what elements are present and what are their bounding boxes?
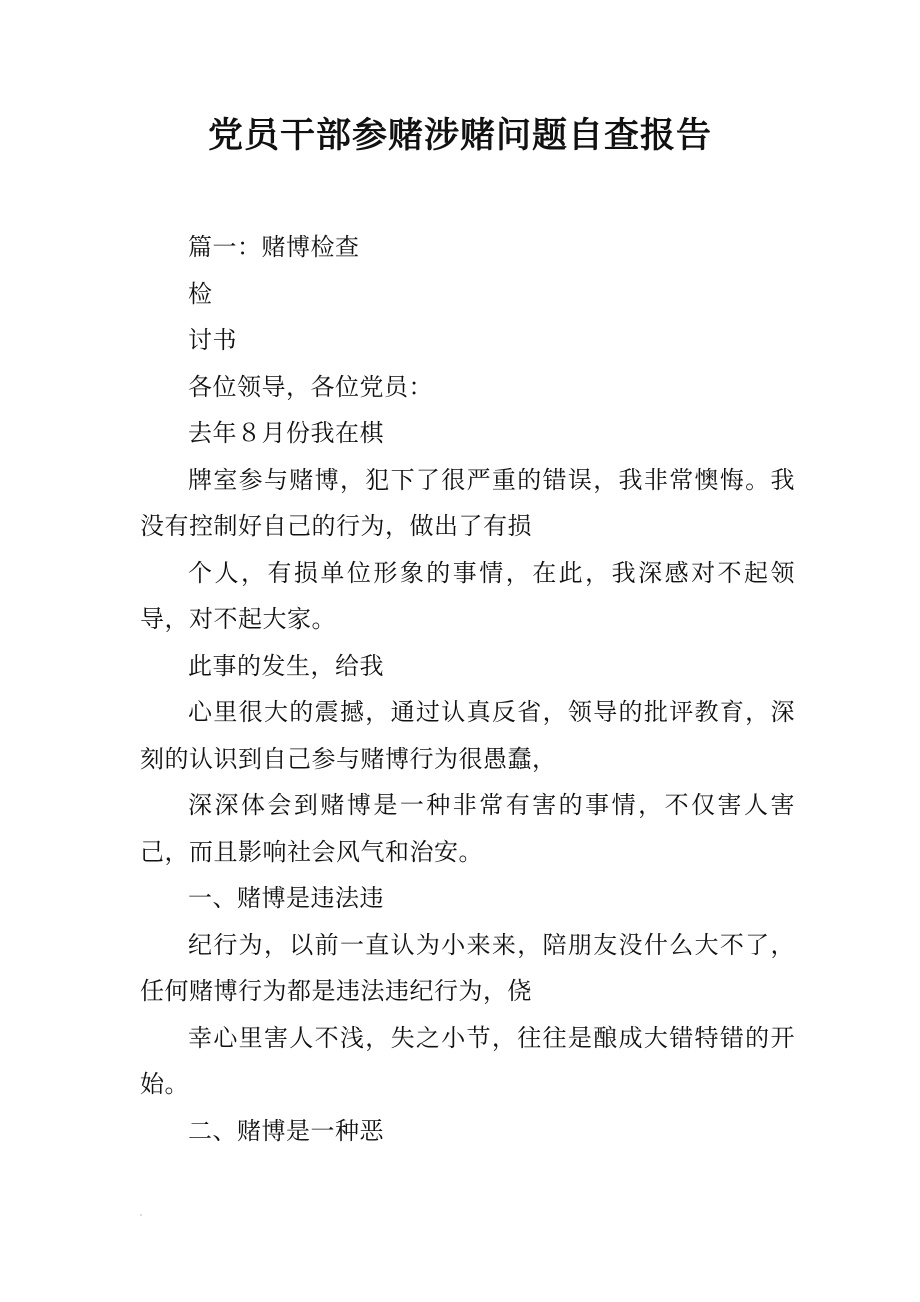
paragraph: 个人，有损单位形象的事情，在此，我深感对不起领导，对不起大家。 — [140, 558, 795, 633]
paragraph: 检 — [188, 279, 213, 308]
paragraph: 心里很大的震撼，通过认真反省，领导的批评教育，深刻的认识到自己参与赌博行为很愚蠢， — [140, 698, 795, 773]
paragraph: 各位领导，各位党员： — [188, 372, 433, 401]
paragraph: 深深体会到赌博是一种非常有害的事情，不仅害人害己，而且影响社会风气和治安。 — [140, 791, 795, 866]
scan-speck — [140, 1214, 142, 1216]
paragraph: 牌室参与赌博，犯下了很严重的错误，我非常懊悔。我没有控制好自己的行为，做出了有损 — [140, 465, 795, 540]
paragraph: 讨书 — [188, 326, 237, 354]
paragraph: 幸心里害人不浅，失之小节，往往是酿成大错特错的开始。 — [140, 1023, 795, 1098]
paragraph: 篇一：赌博检查 — [188, 233, 360, 261]
document-body — [140, 224, 795, 1154]
paragraph: 此事的发生，给我 — [188, 651, 384, 680]
paragraph: 一、赌博是违法违 — [188, 884, 384, 912]
paragraph: 二、赌博是一种恶 — [188, 1116, 384, 1145]
document-title: 党员干部参赌涉赌问题自查报告 — [207, 115, 712, 156]
paragraph: 去年８月份我在棋 — [188, 419, 384, 447]
paragraph: 纪行为，以前一直认为小来来，陪朋友没什么大不了，任何赌博行为都是违法违纪行为，侥 — [140, 930, 795, 1005]
